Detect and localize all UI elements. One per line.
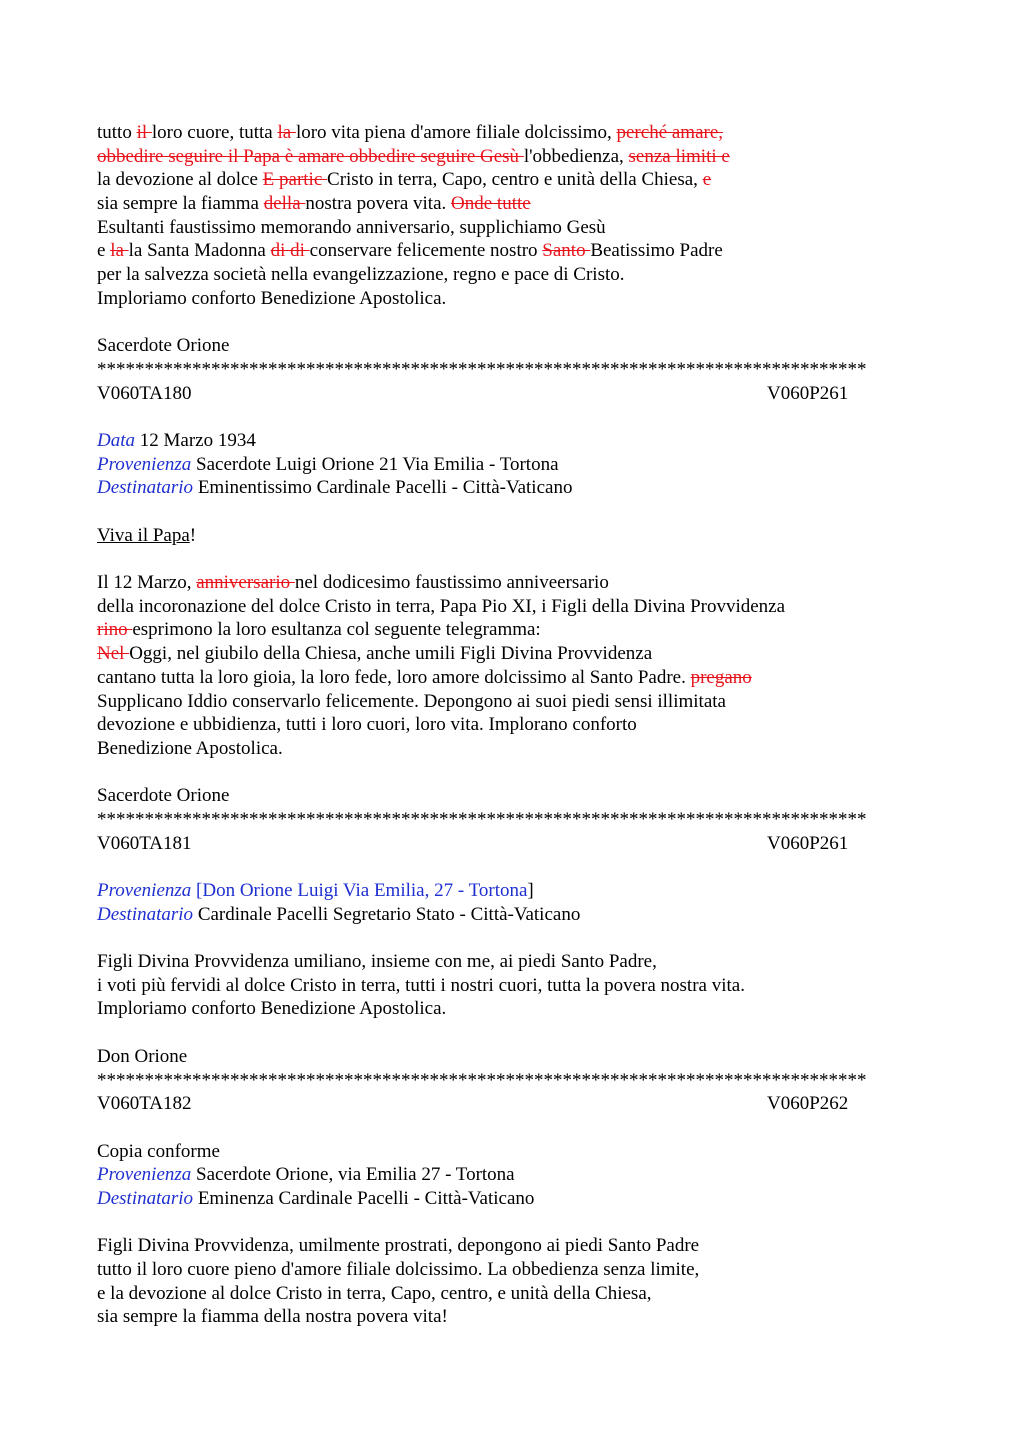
text-line: la devozione al dolce E partic Cristo in terra, Capo, centro e unità della Chiesa, e — [97, 169, 712, 191]
letter-heading: Viva il Papa! — [97, 524, 197, 546]
deleted-text: Onde tutte — [451, 193, 531, 215]
recipient-field: Destinatario Eminentissimo Cardinale Pacelli - Città-Vaticano — [97, 477, 573, 499]
recipient-field: Destinatario Cardinale Pacelli Segretario Stato - Città-Vaticano — [97, 903, 581, 925]
page-ref: V060P261 — [767, 832, 849, 854]
origin-field: Provenienza Sacerdote Orione, via Emilia 27 - Tortona — [97, 1164, 515, 1186]
text-line: e la devozione al dolce Cristo in terra, Capo, centro, e unità della Chiesa, — [97, 1282, 652, 1304]
deleted-text: della — [263, 193, 306, 215]
page-ref: V060P262 — [767, 1093, 849, 1115]
deleted-text: E partic — [262, 169, 328, 191]
deleted-text: Santo — [542, 240, 591, 262]
origin-field: Provenienza Sacerdote Luigi Orione 21 Via Emilia - Tortona — [97, 453, 559, 475]
text-line: Benedizione Apostolica. — [97, 737, 283, 759]
deleted-text: e — [702, 169, 712, 191]
text-line: sia sempre la fiamma della nostra povera vita! — [97, 1306, 448, 1328]
deleted-text: anniversario — [196, 572, 295, 594]
signature: Sacerdote Orione — [97, 335, 230, 357]
entry-id: V060TA180 — [97, 382, 192, 404]
page-ref: V060P261 — [767, 382, 849, 404]
deleted-text: pregano — [690, 666, 752, 688]
text-line: e la la Santa Madonna di di conservare felicemente nostro Santo Beatissimo Padre — [97, 240, 723, 262]
text-line: sia sempre la fiamma della nostra povera vita. Onde tutte — [97, 193, 531, 215]
separator: ********************************************************************************* — [97, 1069, 867, 1091]
text-line: obbedire seguire il Papa è amare obbedire seguire Gesù l'obbedienza, senza limiti e — [97, 145, 730, 167]
text-line: per la salvezza società nella evangelizzazione, regno e pace di Cristo. — [97, 264, 625, 286]
text-line: Imploriamo conforto Benedizione Apostolica. — [97, 287, 447, 309]
deleted-text: senza limiti e — [628, 145, 730, 167]
text-line: devozione e ubbidienza, tutti i loro cuori, loro vita. Implorano conforto — [97, 714, 637, 736]
text-line: Figli Divina Provvidenza umiliano, insieme con me, ai piedi Santo Padre, — [97, 951, 657, 973]
deleted-text: rino — [97, 619, 133, 641]
date-field: Data 12 Marzo 1934 — [97, 429, 256, 451]
text-line: tutto il loro cuore pieno d'amore filiale dolcissimo. La obbedienza senza limite, — [97, 1259, 700, 1280]
text-line: Esultanti faustissimo memorando anniversario, supplichiamo Gesù — [97, 216, 606, 238]
text-line: tutto il loro cuore, tutta la loro vita piena d'amore filiale dolcissimo, perché amare, — [97, 122, 724, 143]
text-line: Nel Oggi, nel giubilo della Chiesa, anche umili Figli Divina Provvidenza — [97, 643, 653, 665]
recipient-field: Destinatario Eminenza Cardinale Pacelli - Città-Vaticano — [97, 1187, 535, 1209]
separator: ********************************************************************************* — [97, 358, 867, 380]
signature: Don Orione — [97, 1045, 188, 1067]
text-line: Imploriamo conforto Benedizione Apostolica. — [97, 998, 447, 1020]
entry-id: V060TA182 — [97, 1093, 192, 1115]
deleted-text: di di — [270, 240, 310, 262]
deleted-text: la — [277, 122, 296, 143]
origin-field: Provenienza [Don Orione Luigi Via Emilia, 27 - Tortona] — [97, 880, 534, 901]
separator: ********************************************************************************* — [97, 808, 867, 830]
signature: Sacerdote Orione — [97, 785, 230, 807]
text-line: rino esprimono la loro esultanza col seguente telegramma: — [97, 619, 541, 641]
text-line: Figli Divina Provvidenza, umilmente prostrati, depongono ai piedi Santo Padre — [97, 1235, 700, 1257]
entry-id: V060TA181 — [97, 832, 192, 854]
deleted-text: il — [136, 122, 152, 143]
document-page — [97, 121, 937, 1329]
text-line: i voti più fervidi al dolce Cristo in terra, tutti i nostri cuori, tutta la povera nostra vita. — [97, 974, 745, 996]
deleted-text: obbedire seguire il Papa è amare obbedire seguire Gesù — [97, 145, 524, 167]
text-line: della incoronazione del dolce Cristo in terra, Papa Pio XI, i Figli della Divina Provvidenza — [97, 595, 786, 617]
text-line: Supplicano Iddio conservarlo felicemente. Depongono ai suoi piedi sensi illimitata — [97, 690, 726, 712]
entry-id-row — [97, 832, 937, 856]
deleted-text: perché amare, — [616, 122, 724, 143]
deleted-text: Nel — [97, 643, 130, 665]
text-line: Il 12 Marzo, anniversario nel dodicesimo faustissimo anniveersario — [97, 572, 609, 594]
entry-id-row — [97, 382, 937, 406]
text-line: cantano tutta la loro gioia, la loro fede, loro amore dolcissimo al Santo Padre. pregano — [97, 666, 752, 688]
entry-id-row — [97, 1092, 937, 1116]
copy-note: Copia conforme — [97, 1140, 220, 1162]
deleted-text: la — [110, 240, 129, 262]
